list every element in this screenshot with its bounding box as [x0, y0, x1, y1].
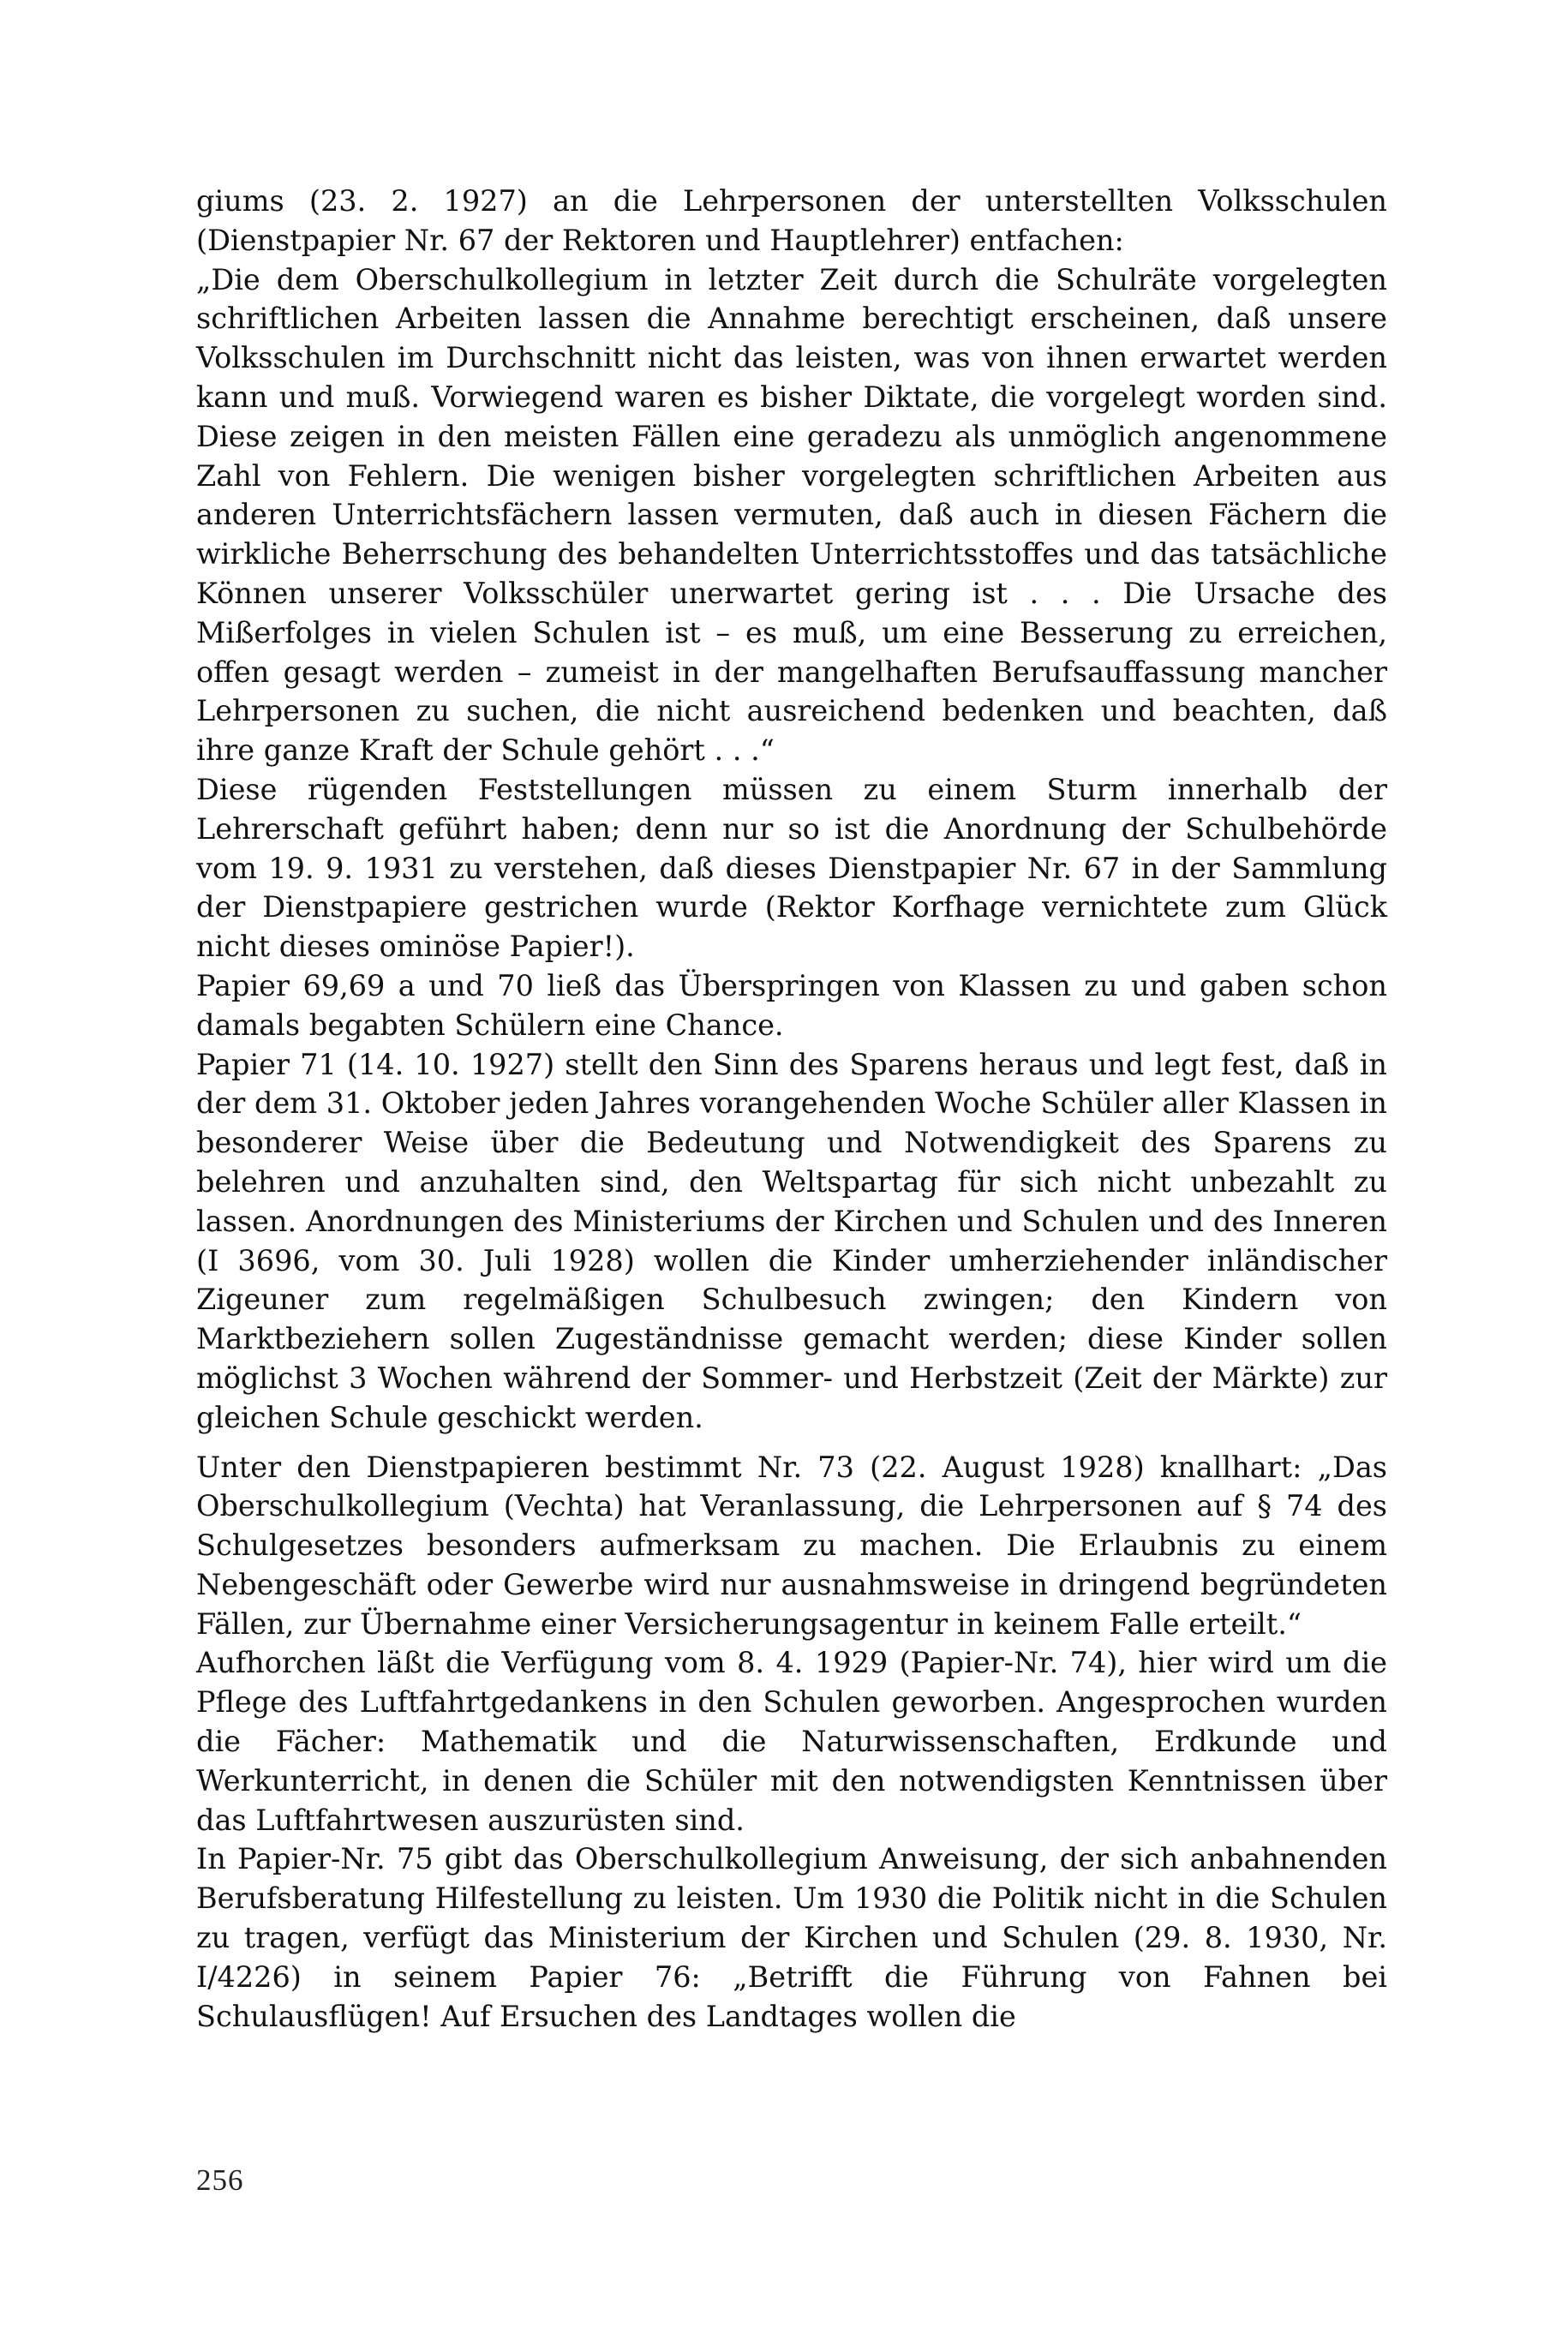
body-text — [196, 182, 1387, 2036]
paragraph-4: Papier 69,69 a und 70 ließ das Überspringen von Klassen zu und gaben schon damals begabten Schülern eine Chance. — [196, 968, 1387, 1042]
paragraph-1: giums (23. 2. 1927) an die Lehrpersonen der unterstellten Volksschulen (Dienstpapier Nr. 67 der Rektoren und Hauptlehrer) entfachen: — [196, 184, 1387, 257]
paragraph-8: In Papier-Nr. 75 gibt das Oberschulkollegium Anweisung, der sich anbahnenden Berufsberatung Hilfestellung zu leisten. Um 1930 die Politik nicht in die Schulen zu tragen, verfügt das Ministerium der Kirchen und Schulen (29. 8. 1930, Nr. I/4226) in seinem Papier 76: „Betrifft die Führung von Fahnen bei Schulausflügen! Auf Ersuchen des Landtages wollen die — [196, 1842, 1387, 2033]
page-number: 256 — [196, 2163, 244, 2197]
paragraph-7: Aufhorchen läßt die Verfügung vom 8. 4. 1929 (Papier-Nr. 74), hier wird um die Pflege des Luftfahrtgedankens in den Schulen geworben. Angesprochen wurden die Fächer: Mathematik und die Naturwissenschaften, Erdkunde und Werkunterricht, in denen die Schüler mit den notwendigsten Kenntnissen über das Luftfahrtwesen auszurüsten sind. — [196, 1646, 1387, 1837]
paragraph-6: Unter den Dienstpapieren bestimmt Nr. 73 (22. August 1928) knallhart: „Das Oberschulkollegium (Vechta) hat Veranlassung, die Lehrpersonen auf § 74 des Schulgesetzes besonders aufmerksam zu machen. Die Erlaubnis zu einem Nebengeschäft oder Gewerbe wird nur ausnahmsweise in dringend begründeten Fällen, zur Übernahme einer Versicherungsagentur in keinem Falle erteilt.“ — [196, 1450, 1387, 1641]
paragraph-3: Diese rügenden Feststellungen müssen zu einem Sturm innerhalb der Lehrerschaft geführt haben; denn nur so ist die Anordnung der Schulbehörde vom 19. 9. 1931 zu verstehen, daß dieses Dienstpapier Nr. 67 in der Sammlung der Dienstpapiere gestrichen wurde (Rektor Korfhage vernichtete zum Glück nicht dieses ominöse Papier!). — [196, 772, 1387, 964]
paragraph-5: Papier 71 (14. 10. 1927) stellt den Sinn des Sparens heraus und legt fest, daß in der dem 31. Oktober jeden Jahres vorangehenden Woche Schüler aller Klassen in besonderer Weise über die Bedeutung und Notwendigkeit des Sparens zu belehren und anzuhalten sind, den Weltspartag für sich nicht unbezahlt zu lassen. Anordnungen des Ministeriums der Kirchen und Schulen und des Inneren (I 3696, vom 30. Juli 1928) wollen die Kinder umherziehender inländischer Zigeuner zum regelmäßigen Schulbesuch zwingen; den Kindern von Marktbeziehern sollen Zugeständnisse gemacht werden; diese Kinder sollen möglichst 3 Wochen während der Sommer- und Herbstzeit (Zeit der Märkte) zur gleichen Schule geschickt werden. — [196, 1047, 1387, 1434]
paragraph-2: „Die dem Oberschulkollegium in letzter Zeit durch die Schulräte vorgelegten schriftlichen Arbeiten lassen die Annahme berechtigt erscheinen, daß unsere Volksschulen im Durchschnitt nicht das leisten, was von ihnen erwartet werden kann und muß. Vorwiegend waren es bisher Diktate, die vorgelegt worden sind. Diese zeigen in den meisten Fällen eine geradezu als unmöglich angenommene Zahl von Fehlern. Die wenigen bisher vorgelegten schriftlichen Arbeiten aus anderen Unterrichtsfächern lassen vermuten, daß auch in diesen Fächern die wirkliche Beherrschung des behandelten Unterrichtsstoffes und das tatsächliche Können unserer Volksschüler unerwartet gering ist . . . Die Ursache des Mißerfolges in vielen Schulen ist – es muß, um eine Besserung zu erreichen, offen gesagt werden – zumeist in der mangelhaften Berufsauffassung mancher Lehrpersonen zu suchen, die nicht ausreichend bedenken und beachten, daß ihre ganze Kraft der Schule gehört . . .“ — [196, 262, 1387, 768]
